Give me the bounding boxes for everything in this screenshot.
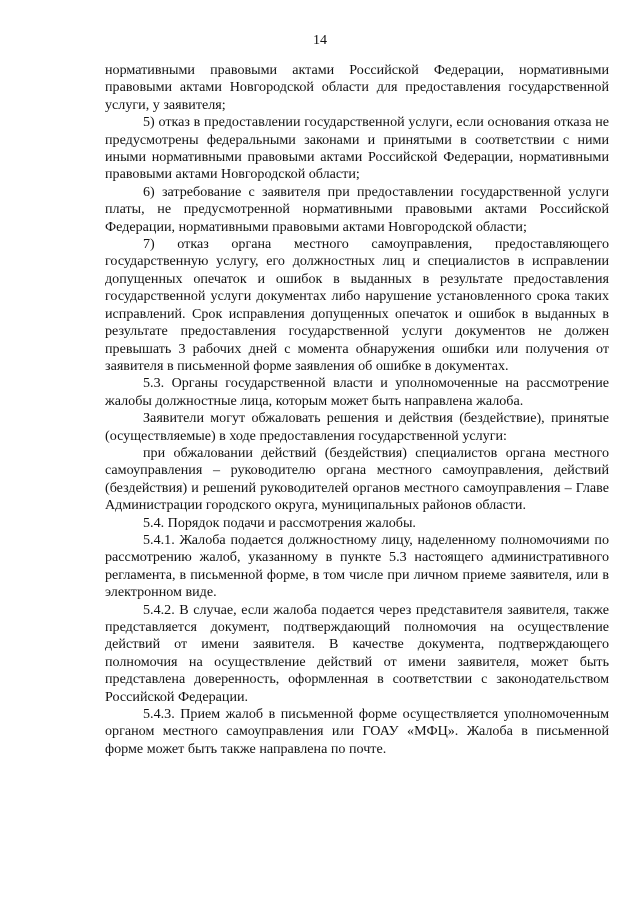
paragraph-continuation: нормативными правовыми актами Российской Федерации, нормативными правовыми актами Новгородской области для предоставления государственной услуги, у заявителя; [105, 62, 609, 113]
paragraph-section-5-4: 5.4. Порядок подачи и рассмотрения жалобы. [143, 514, 416, 531]
paragraph-item-6: 6) затребование с заявителя при предоставлении государственной услуги платы, не предусмотренной нормативными правовыми актами Российской Федерации, нормативными правовыми актами Новгородской области; [105, 183, 609, 235]
paragraph-item-7: 7) отказ органа местного самоуправления, предоставляющего государственную услугу, его должностных лиц и специалистов в исправлении допущенных опечаток и ошибок в выданных в результате предоставления государственной услуги документах либо нарушение установленного срока таких исправлений. Срок исправления допущенных опечаток и ошибок в выданных в результате предоставления государственной услуги документов не должен превышать 3 рабочих дней с момента обнаружения ошибки или получения от заявителя в письменной форме заявления об ошибке в документах. [105, 236, 609, 374]
paragraph-section-5-4-3: 5.4.3. Прием жалоб в письменной форме осуществляется уполномоченным органом местного самоуправления или ГОАУ «МФЦ». Жалоба в письменной форме может быть также направлена по почте. [105, 706, 609, 757]
paragraph-appeal-procedure: при обжаловании действий (бездействия) специалистов органа местного самоуправления – руководителю органа местного самоуправления, действий (бездействия) и решений руководителей органов местного самоуправления – Главе Администрации городского округа, муниципальных районов области. [105, 444, 609, 514]
paragraph-item-5: 5) отказ в предоставлении государственной услуги, если основания отказа не предусмотрены федеральными законами и принятыми в соответствии с ними иными нормативными правовыми актами Российской Федерации, нормативными правовыми актами Новгородской области; [105, 114, 609, 183]
document-body [105, 62, 609, 758]
page-number: 14 [313, 33, 327, 48]
paragraph-appeal-rights: Заявители могут обжаловать решения и действия (бездействие), принятые (осуществляемые) в ходе предоставления государственной услуги: [105, 410, 609, 444]
paragraph-section-5-4-2: 5.4.2. В случае, если жалоба подается через представителя заявителя, также представляется документ, подтверждающий полномочия на осуществление действий от имени заявителя. В качестве документа, подтверждающего полномочия на осуществление действий от имени заявителя, может быть представлена доверенность, оформленная в соответствии с законодательством Российской Федерации. [105, 601, 609, 705]
paragraph-section-5-4-1: 5.4.1. Жалоба подается должностному лицу, наделенному полномочиями по рассмотрению жалоб, указанному в пункте 5.3 настоящего административного регламента, в письменной форме, в том числе при личном приеме заявителя, или в электронном виде. [105, 531, 609, 601]
paragraph-section-5-3: 5.3. Органы государственной власти и уполномоченные на рассмотрение жалобы должностные лица, которым может быть направлена жалоба. [105, 375, 609, 409]
